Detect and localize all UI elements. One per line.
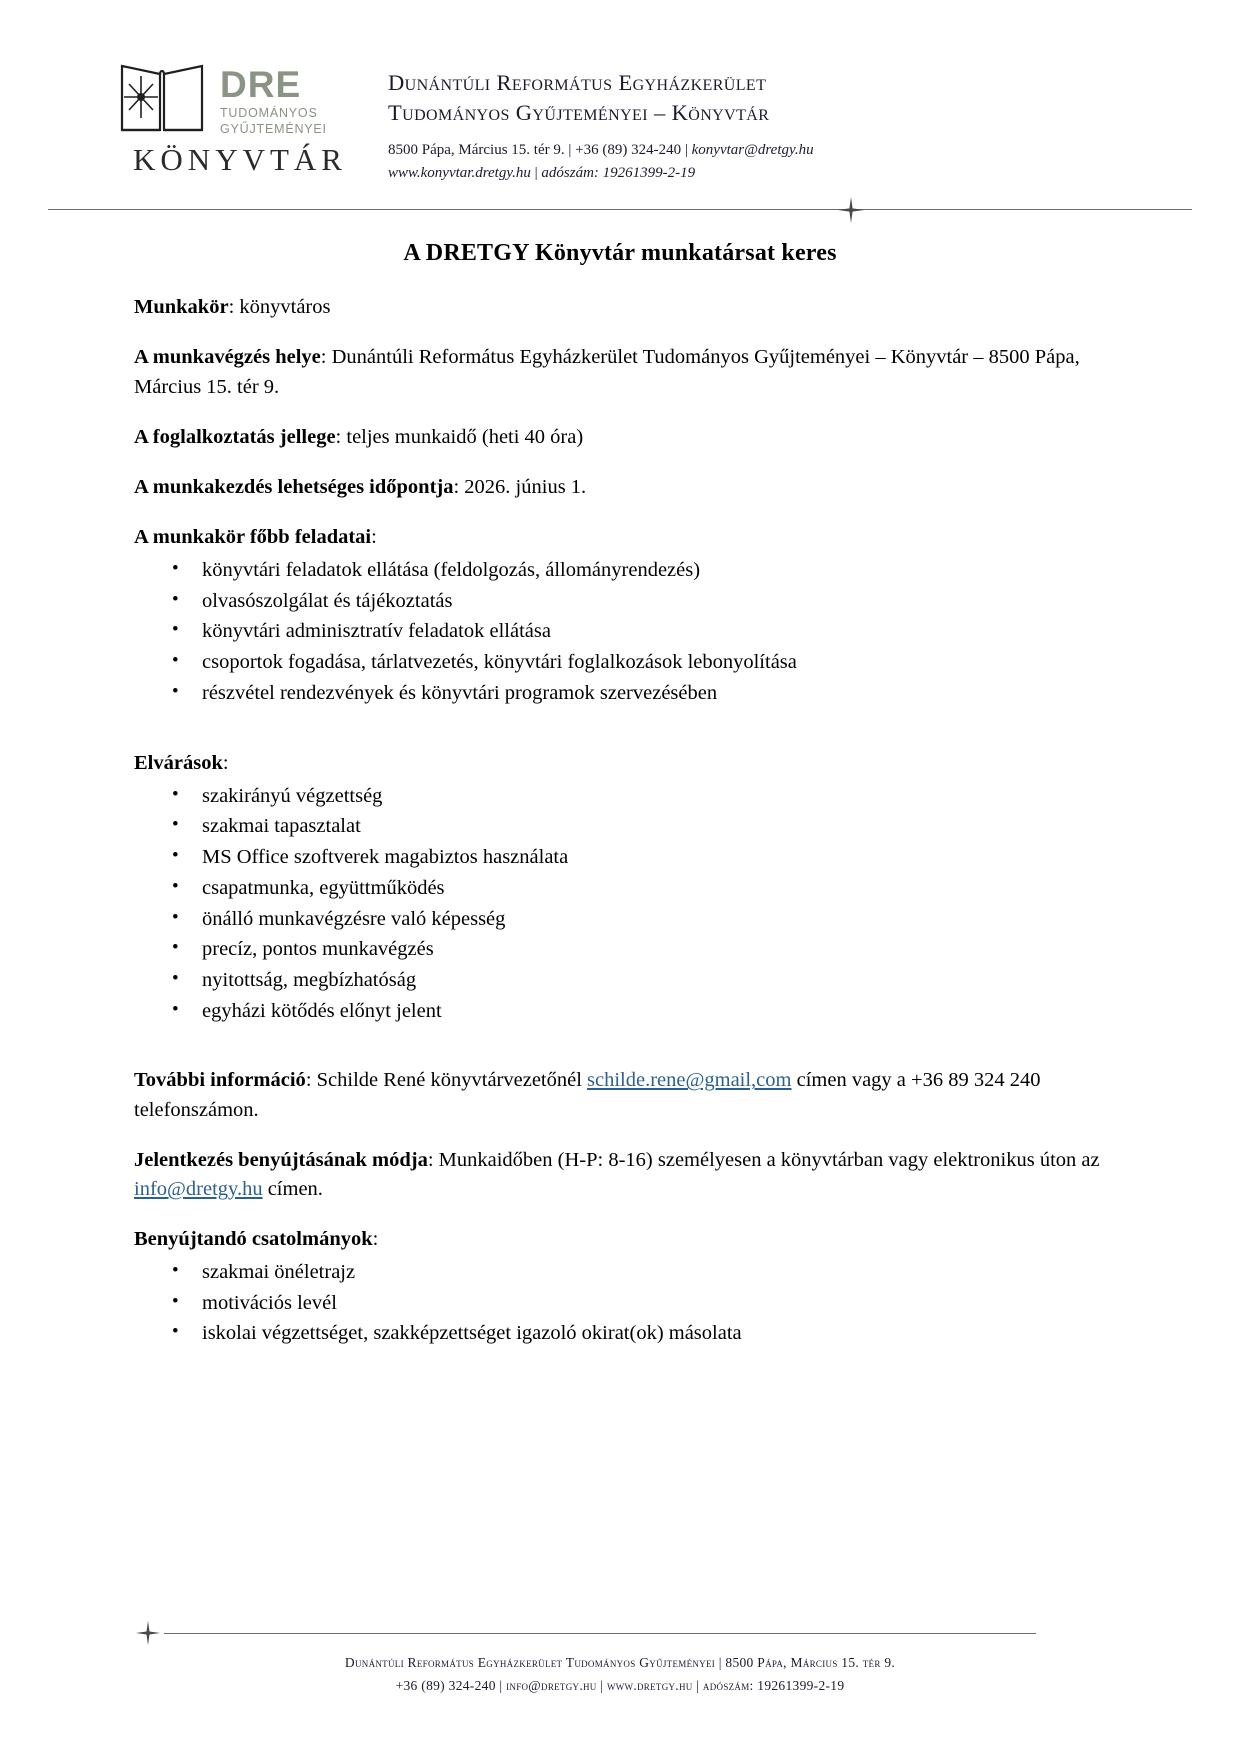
attachments-list bbox=[96, 1258, 1144, 1349]
star-ornament-icon bbox=[134, 1619, 162, 1647]
contact-line-2 bbox=[388, 162, 1144, 185]
divider-rule-right bbox=[896, 209, 1192, 210]
organization-name-line-2: Tudományos Gyűjteményei – Könyvtár bbox=[388, 100, 770, 126]
application-method-text-after: címen. bbox=[262, 1177, 323, 1200]
list-item: • precíz, pontos munkavégzés bbox=[168, 935, 1144, 965]
contact-person-email-link[interactable]: schilde.rene@gmail,com bbox=[587, 1069, 792, 1092]
footer-rule bbox=[164, 1633, 1036, 1634]
field-employment-type-value: : teljes munkaidő (heti 40 óra) bbox=[335, 425, 584, 448]
requirements-heading-label: Elvárások bbox=[134, 751, 223, 774]
tasks-list bbox=[96, 556, 1144, 709]
header-divider bbox=[96, 200, 1144, 218]
list-item: • nyitottság, megbízhatóság bbox=[168, 966, 1144, 996]
list-item: • szakirányú végzettség bbox=[168, 782, 1144, 812]
divider-rule-left bbox=[48, 209, 908, 210]
tasks-heading bbox=[96, 523, 1144, 552]
field-position-label: Munkakör bbox=[134, 296, 229, 319]
letterhead-text bbox=[388, 52, 1144, 184]
contact-email[interactable]: konyvtar@dretgy.hu bbox=[691, 142, 814, 159]
field-location-label: A munkavégzés helye bbox=[134, 346, 321, 369]
letterhead bbox=[96, 52, 1144, 184]
field-start-date-label: A munkakezdés lehetséges időpontja bbox=[134, 475, 454, 498]
field-employment-type bbox=[96, 423, 1144, 452]
application-method-text-before: : Munkaidőben (H-P: 8-16) személyesen a könyvtárban vagy elektronikus úton az bbox=[427, 1148, 1100, 1171]
field-position bbox=[96, 293, 1144, 322]
list-item: • olvasószolgálat és tájékoztatás bbox=[168, 587, 1144, 617]
application-email-link[interactable]: info@dretgy.hu bbox=[134, 1177, 263, 1200]
requirements-heading bbox=[96, 749, 1144, 778]
organization-name-line-1: Dunántúli Református Egyházkerület bbox=[388, 70, 767, 95]
list-item: • részvétel rendezvények és könyvtári programok szervezésében bbox=[168, 679, 1144, 709]
open-book-star-icon bbox=[114, 58, 210, 140]
requirements-list bbox=[96, 782, 1144, 1027]
logo-subtitle-2: GYŰJTEMÉNYEI bbox=[220, 121, 327, 136]
field-location bbox=[96, 343, 1144, 401]
application-method-label: Jelentkezés benyújtásának módja bbox=[134, 1148, 428, 1171]
further-information bbox=[96, 1066, 1144, 1124]
tasks-heading-colon: : bbox=[371, 525, 377, 548]
list-item: • könyvtári feladatok ellátása (feldolgozás, állományrendezés) bbox=[168, 556, 1144, 586]
footer-divider bbox=[96, 1623, 1144, 1643]
list-item: • önálló munkavégzésre való képesség bbox=[168, 905, 1144, 935]
contact-tax-number: adószám: 19261399-2-19 bbox=[541, 164, 696, 181]
field-start-date-value: : 2026. június 1. bbox=[453, 475, 587, 498]
page-footer bbox=[96, 1623, 1144, 1698]
list-item: • könyvtári adminisztratív feladatok ellátása bbox=[168, 617, 1144, 647]
list-item: • iskolai végzettséget, szakképzettséget igazoló okirat(ok) másolata bbox=[168, 1319, 1144, 1349]
field-position-value: : könyvtáros bbox=[228, 296, 331, 319]
section-spacer-2 bbox=[96, 1048, 1144, 1066]
contact-address: 8500 Pápa, Március 15. tér 9. bbox=[388, 142, 565, 159]
list-item: • szakmai önéletrajz bbox=[168, 1258, 1144, 1288]
list-item: • motivációs levél bbox=[168, 1289, 1144, 1319]
field-location-value: : Dunántúli Református Egyházkerület Tudományos Gyűjteményei – Könyvtár – 8500 Pápa, Március 15. tér 9. bbox=[134, 346, 1080, 398]
further-information-label: További információ bbox=[134, 1069, 306, 1092]
separator-2: | bbox=[684, 142, 688, 159]
section-spacer bbox=[96, 731, 1144, 749]
list-item: • MS Office szoftverek magabiztos használata bbox=[168, 843, 1144, 873]
logo-wordmark: KÖNYVTÁR bbox=[133, 142, 347, 177]
requirements-heading-colon: : bbox=[222, 751, 229, 774]
star-ornament-icon bbox=[836, 195, 866, 225]
page-title: A DRETGY Könyvtár munkatársat keres bbox=[403, 240, 837, 267]
application-method bbox=[96, 1146, 1144, 1204]
separator-3: | bbox=[534, 164, 538, 181]
list-item: • csapatmunka, együttműködés bbox=[168, 874, 1144, 904]
field-employment-type-label: A foglalkoztatás jellege bbox=[134, 425, 336, 448]
logo-acronym: DRE bbox=[220, 64, 302, 105]
list-item: • egyházi kötődés előnyt jelent bbox=[168, 997, 1144, 1027]
separator-1: | bbox=[568, 142, 572, 159]
contact-website[interactable]: www.konyvtar.dretgy.hu bbox=[388, 164, 531, 181]
logo-subtitle-1: TUDOMÁNYOS bbox=[220, 106, 318, 120]
footer-line-1: Dunántúli Református Egyházkerület Tudományos Gyűjteményei | 8500 Pápa, Március 15. tér 9. bbox=[344, 1654, 896, 1670]
list-item: • szakmai tapasztalat bbox=[168, 812, 1144, 842]
tasks-heading-label: A munkakör főbb feladatai bbox=[134, 525, 372, 548]
footer-line-2: +36 (89) 324-240 | info@dretgy.hu | www.dretgy.hu | adószám: 19261399-2-19 bbox=[395, 1678, 845, 1694]
contact-line-1 bbox=[388, 139, 1144, 162]
contact-phone: +36 (89) 324-240 bbox=[575, 142, 682, 159]
list-item: • csoportok fogadása, tárlatvezetés, könyvtári foglalkozások lebonyolítása bbox=[168, 648, 1144, 678]
further-information-text-before: : Schilde René könyvtárvezetőnél bbox=[305, 1069, 588, 1092]
attachments-heading-label: Benyújtandó csatolmányok bbox=[134, 1227, 373, 1250]
field-start-date bbox=[96, 473, 1144, 502]
organization-logo bbox=[114, 52, 362, 178]
attachments-heading bbox=[96, 1225, 1144, 1254]
attachments-heading-colon: : bbox=[372, 1227, 379, 1250]
further-information-text-after: címen vagy a +36 89 324 240 telefonszámon. bbox=[134, 1069, 1041, 1121]
